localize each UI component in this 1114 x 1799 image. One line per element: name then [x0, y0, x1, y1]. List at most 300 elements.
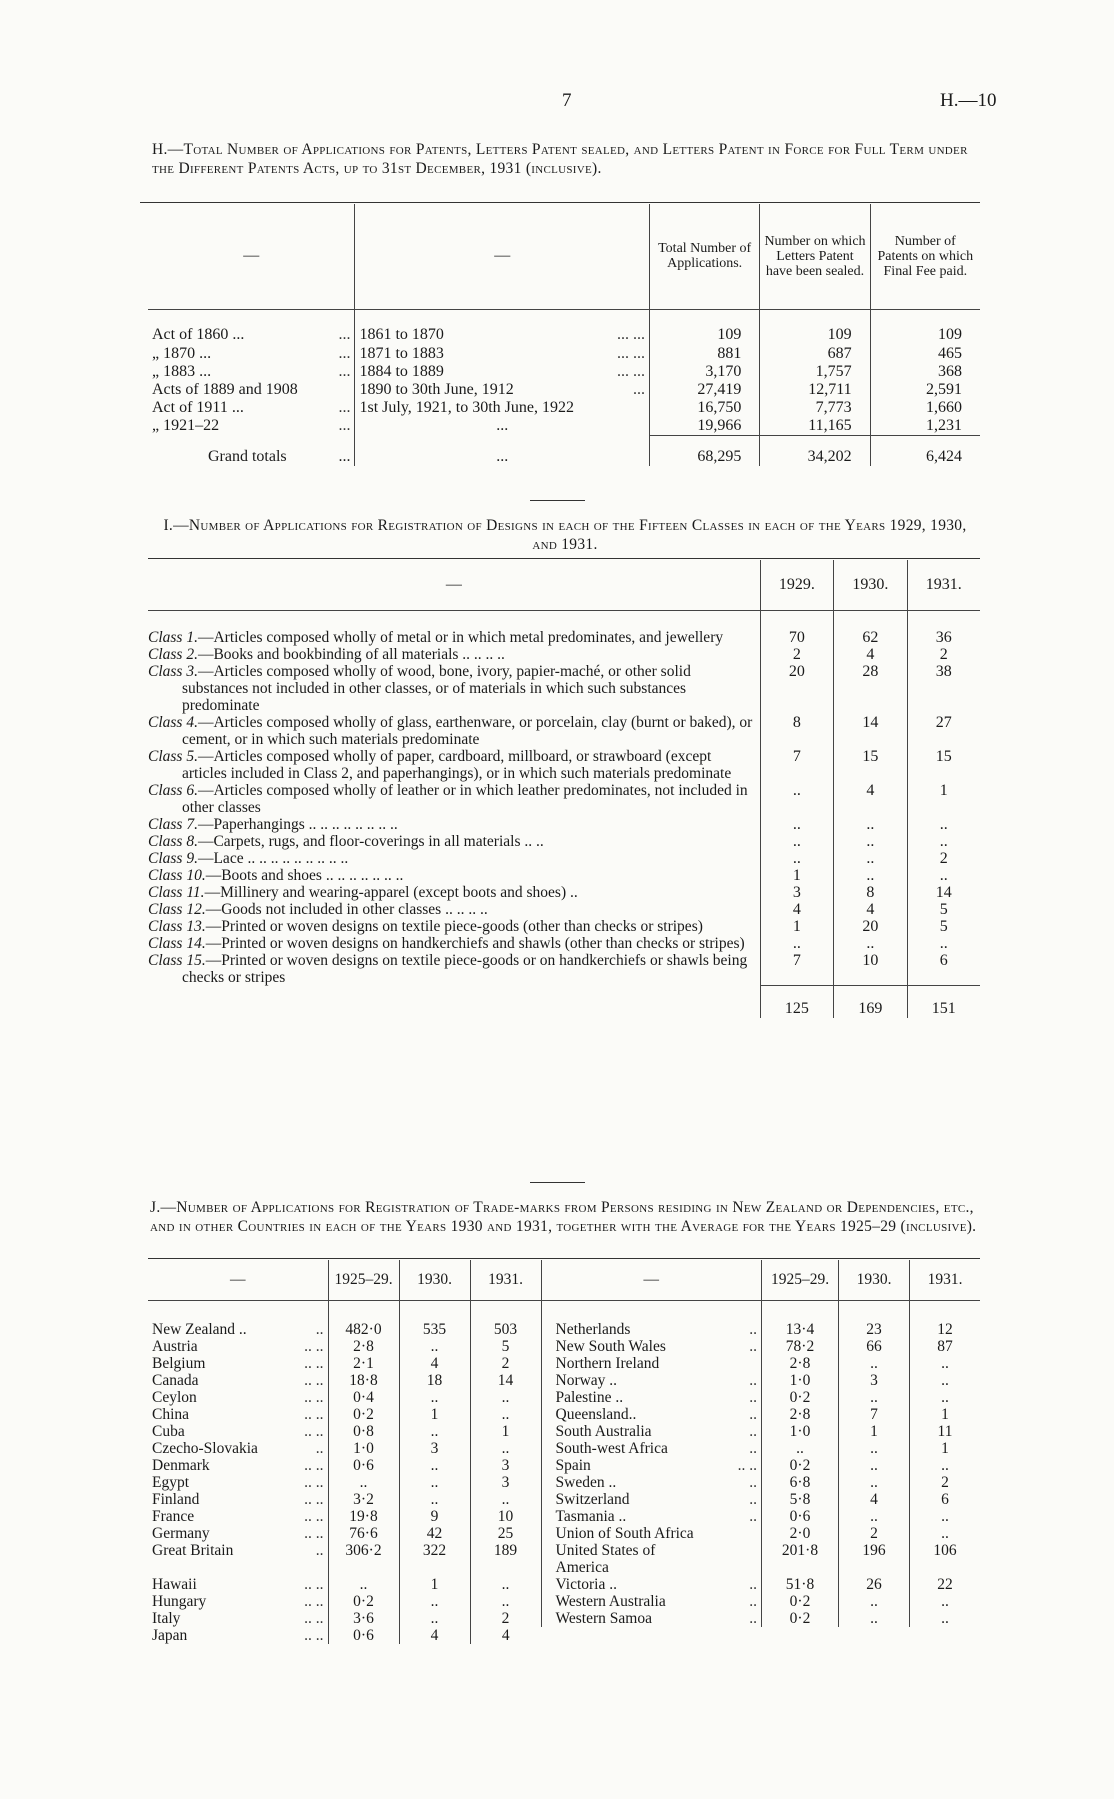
period-cell — [355, 381, 650, 399]
section-divider — [530, 500, 585, 501]
year-y1-cell: .. — [760, 816, 833, 833]
leader-dots: .. .. — [304, 1592, 324, 1610]
class-description: —Articles composed wholly of leather or in which leather predominates, not included in other classes — [182, 781, 748, 816]
country-name-cell: Spain — [541, 1457, 710, 1474]
y1930-cell: 2 — [839, 1525, 910, 1542]
fee-cell: 368 — [870, 363, 980, 381]
leader-dots: ... ... — [617, 345, 646, 362]
leader-dots: .. .. — [304, 1490, 324, 1508]
table-row — [148, 610, 980, 646]
year-y2-cell: 8 — [834, 884, 907, 901]
avg-cell: 306·2 — [328, 1542, 399, 1576]
class-description: —Articles composed wholly of paper, cardboard, millboard, or strawboard (except articles included in Class 2, and paperhangings), or in which such materials predominate — [182, 747, 732, 782]
y1931-cell: 3 — [470, 1457, 541, 1474]
class-description-cell — [148, 918, 760, 935]
period-label: 1890 to 30th June, 1912 — [359, 381, 514, 398]
year-y2-cell: 20 — [834, 918, 907, 935]
y1930-cell: 3 — [839, 1372, 910, 1389]
act-label: Act of 1860 ... — [152, 325, 245, 343]
avg-cell: 0·2 — [328, 1406, 399, 1423]
table-row — [148, 1610, 980, 1627]
avg-cell: 0·2 — [328, 1593, 399, 1610]
table-row — [148, 363, 980, 381]
year-y2-cell: 62 — [834, 610, 907, 646]
class-label: Class 6. — [148, 781, 198, 799]
leader-dots: .. .. — [737, 1456, 757, 1474]
y1930-cell: .. — [399, 1338, 470, 1355]
year-y1-cell: 7 — [760, 748, 833, 782]
year-y2-cell: 4 — [834, 646, 907, 663]
class-description: —Millinery and wearing-apparel (except boots and shoes) .. — [204, 883, 578, 901]
leader-dots: .. .. — [304, 1337, 324, 1355]
country-name-cell: Netherlands — [541, 1300, 710, 1338]
leader-dots: .. — [315, 1541, 324, 1559]
y1931-cell: .. — [470, 1593, 541, 1610]
leader-dots: .. .. — [304, 1609, 324, 1627]
col-header-class: — — [445, 575, 462, 593]
act-label: „ 1870 ... — [152, 345, 212, 362]
year-y2-cell: .. — [834, 850, 907, 867]
class-description-cell — [148, 867, 760, 884]
y1930-cell: 9 — [399, 1508, 470, 1525]
country-name-cell: Hawaii — [152, 1575, 197, 1593]
y1930-cell: 7 — [839, 1406, 910, 1423]
total-cell: 3,170 — [650, 363, 760, 381]
leader-dots: ... ... — [617, 363, 646, 380]
y1931-cell: 22 — [910, 1576, 981, 1593]
country-name-cell: South Australia — [541, 1423, 710, 1440]
period-label: 1884 to 1889 — [359, 363, 444, 380]
avg-cell: 2·8 — [762, 1406, 839, 1423]
y1930-cell: 4 — [399, 1627, 470, 1644]
y1931-cell: .. — [910, 1508, 981, 1525]
avg-cell: 201·8 — [762, 1542, 839, 1576]
y1930-cell: 1 — [399, 1576, 470, 1593]
page-number: 7 — [562, 90, 572, 111]
period-label: 1861 to 1870 — [359, 325, 444, 343]
total-cell: 19,966 — [650, 417, 760, 436]
totals-label-cell — [148, 986, 760, 1019]
col-header-1931-right: 1931. — [910, 1260, 981, 1300]
y1931-cell: 25 — [470, 1525, 541, 1542]
designs-table — [148, 560, 980, 1018]
country-name-cell: Italy — [152, 1609, 181, 1627]
y1931-cell: 12 — [910, 1300, 981, 1338]
y1930-cell: 66 — [839, 1338, 910, 1355]
year-y3-cell: 38 — [907, 663, 980, 714]
year-y2-cell: .. — [834, 867, 907, 884]
avg-cell: 2·8 — [328, 1338, 399, 1355]
period-label: ... — [496, 417, 509, 434]
country-name-cell: Western Samoa — [541, 1610, 710, 1627]
y1930-cell: 23 — [839, 1300, 910, 1338]
year-y1-cell: 3 — [760, 884, 833, 901]
table-row — [148, 1406, 980, 1423]
leader-dots: ... — [338, 363, 351, 380]
col-header-total: Total Number of Applications. — [650, 204, 760, 309]
table-row — [148, 952, 980, 986]
act-label: „ 1921–22 — [152, 417, 220, 434]
y1931-cell: 10 — [470, 1508, 541, 1525]
class-label: Class 10. — [148, 866, 206, 884]
class-description: —Goods not included in other classes .. .. .. .. — [205, 900, 488, 918]
class-label: Class 15. — [148, 951, 206, 969]
patents-table — [148, 204, 980, 466]
year-y3-cell: .. — [907, 867, 980, 884]
year-y3-cell: .. — [907, 935, 980, 952]
grand-totals-label: Grand totals — [208, 447, 287, 465]
year-y2-cell: 28 — [834, 663, 907, 714]
leader-dots: .. — [749, 1405, 757, 1423]
class-description-cell — [148, 935, 760, 952]
country-name-cell: New South Wales — [541, 1338, 710, 1355]
class-label: Class 8. — [148, 832, 198, 850]
y1930-cell: .. — [399, 1474, 470, 1491]
class-description-cell — [148, 646, 760, 663]
y1930-cell: .. — [839, 1440, 910, 1457]
year-y3-cell: 2 — [907, 850, 980, 867]
table-row — [148, 816, 980, 833]
year-y1-cell: 20 — [760, 663, 833, 714]
year-y3-cell: 27 — [907, 714, 980, 748]
avg-cell: 2·8 — [762, 1355, 839, 1372]
country-name-cell: Finland — [152, 1490, 200, 1508]
y1931-cell: 6 — [910, 1491, 981, 1508]
col-header-country-right: — — [541, 1260, 762, 1300]
leader-dots: .. .. — [304, 1371, 324, 1389]
table-row — [148, 782, 980, 816]
col-header-country-left: — — [230, 1270, 246, 1288]
country-name-cell: Cuba — [152, 1422, 185, 1440]
leader-dots: .. — [749, 1592, 757, 1610]
y1930-cell: .. — [399, 1457, 470, 1474]
y1930-cell: 42 — [399, 1525, 470, 1542]
y1931-cell: 2 — [470, 1610, 541, 1627]
avg-cell: 51·8 — [762, 1576, 839, 1593]
col-header-final-fee: Number of Patents on which Final Fee paid. — [870, 204, 980, 309]
sealed-cell: 1,757 — [760, 363, 870, 381]
table-row — [148, 1508, 980, 1525]
class-description: —Paperhangings .. .. .. .. .. .. .. .. — [197, 815, 398, 833]
class-description: —Lace .. .. .. .. .. .. .. .. .. — [197, 849, 349, 867]
col-header-1931-left: 1931. — [470, 1260, 541, 1300]
avg-cell: 13·4 — [762, 1300, 839, 1338]
fee-cell: 1,231 — [870, 417, 980, 436]
class-description-cell — [148, 850, 760, 867]
y1930-cell: .. — [399, 1423, 470, 1440]
leader-dots — [710, 1525, 762, 1542]
leader-dots: .. — [315, 1320, 324, 1338]
col-header-1929: 1929. — [760, 560, 833, 610]
act-cell — [148, 399, 355, 417]
period-cell — [355, 345, 650, 363]
sealed-cell: 109 — [760, 309, 870, 345]
leader-dots: .. .. — [304, 1405, 324, 1423]
leader-dots: .. .. — [304, 1524, 324, 1542]
y1930-cell: 4 — [399, 1355, 470, 1372]
act-cell — [148, 417, 355, 436]
table-row — [148, 1474, 980, 1491]
class-description: —Books and bookbinding of all materials .. .. .. .. — [197, 645, 505, 663]
class-description-cell — [148, 884, 760, 901]
y1930-cell: .. — [399, 1610, 470, 1627]
totals-row — [148, 986, 980, 1019]
sealed-cell: 687 — [760, 345, 870, 363]
class-label: Class 5. — [148, 747, 198, 765]
country-name-cell: Japan — [152, 1626, 188, 1644]
avg-cell: .. — [328, 1474, 399, 1491]
y1931-cell: 11 — [910, 1423, 981, 1440]
class-label: Class 1. — [148, 628, 198, 646]
leader-dots: ... — [338, 417, 351, 434]
table-row — [148, 1300, 980, 1338]
class-description-cell — [148, 833, 760, 850]
y1931-cell: .. — [910, 1457, 981, 1474]
col-header-avg-right: 1925–29. — [762, 1260, 839, 1300]
table-row — [148, 1593, 980, 1610]
leader-dots: .. — [749, 1371, 757, 1389]
leader-dots: .. — [749, 1337, 757, 1355]
col-header-avg-left: 1925–29. — [328, 1260, 399, 1300]
avg-cell: 0·8 — [328, 1423, 399, 1440]
class-label: Class 2. — [148, 645, 198, 663]
table-row — [148, 309, 980, 345]
y1931-cell: .. — [470, 1491, 541, 1508]
leader-dots: ... — [338, 325, 351, 343]
country-name-cell: Hungary — [152, 1592, 207, 1610]
year-y3-cell: 36 — [907, 610, 980, 646]
class-label: Class 7. — [148, 815, 198, 833]
table-row — [148, 1525, 980, 1542]
year-y1-cell: .. — [760, 782, 833, 816]
leader-dots: .. — [749, 1609, 757, 1627]
grand-totals-row — [148, 436, 980, 467]
class-label: Class 12. — [148, 900, 206, 918]
y1930-cell: .. — [839, 1355, 910, 1372]
class-description: —Carpets, rugs, and floor-coverings in all materials .. .. — [197, 832, 544, 850]
table-row — [148, 1338, 980, 1355]
y1931-cell: 87 — [910, 1338, 981, 1355]
y1931-cell: .. — [470, 1406, 541, 1423]
year-y1-cell: .. — [760, 833, 833, 850]
grand-fee-cell: 6,424 — [870, 436, 980, 467]
year-y3-cell: 6 — [907, 952, 980, 986]
table-row — [148, 884, 980, 901]
y1931-cell: 106 — [910, 1542, 981, 1576]
leader-dots: ... — [338, 345, 351, 362]
y1930-cell: 26 — [839, 1576, 910, 1593]
country-name-cell: France — [152, 1507, 195, 1525]
country-name-cell: Denmark — [152, 1456, 210, 1474]
class-label: Class 14. — [148, 934, 206, 952]
year-y3-cell: 5 — [907, 918, 980, 935]
y1931-cell: .. — [910, 1525, 981, 1542]
class-description-cell — [148, 952, 760, 986]
table-row — [148, 1542, 980, 1576]
section-j-title: J.—Number of Applications for Registration of Trade-marks from Persons residing in New Zealand or Dependencies, etc., and in other Countries in each of the Years 1930 and 1931, together with the Average for the Years 1925–29 (inclusive). — [150, 1199, 977, 1235]
y1931-cell: 1 — [470, 1423, 541, 1440]
avg-cell: 2·1 — [328, 1355, 399, 1372]
class-description: —Printed or woven designs on handkerchiefs and shawls (other than checks or stripes) — [205, 934, 745, 952]
avg-cell: 19·8 — [328, 1508, 399, 1525]
avg-cell: 0·2 — [762, 1389, 839, 1406]
country-name-cell: Egypt — [152, 1473, 190, 1491]
y1930-cell: .. — [839, 1457, 910, 1474]
country-name-cell: Ceylon — [152, 1388, 197, 1406]
table-row — [148, 935, 980, 952]
fee-cell: 465 — [870, 345, 980, 363]
section-i-title: I.—Number of Applications for Registration of Designs in each of the Fifteen Classes in each of the Years 1929, 1930, and 1931. — [163, 517, 967, 553]
y1930-cell: 3 — [399, 1440, 470, 1457]
year-y3-cell: 2 — [907, 646, 980, 663]
avg-cell: 18·8 — [328, 1372, 399, 1389]
act-label: „ 1883 ... — [152, 363, 212, 380]
class-description-cell — [148, 714, 760, 748]
class-description: —Articles composed wholly of glass, earthenware, or porcelain, clay (burnt or baked), or cement, or in which such materials predominate — [182, 713, 753, 748]
class-label: Class 3. — [148, 662, 198, 680]
y1931-cell: 2 — [470, 1355, 541, 1372]
class-description: —Boots and shoes .. .. .. .. .. .. .. — [205, 866, 404, 884]
avg-cell: .. — [762, 1440, 839, 1457]
y1931-cell: 1 — [910, 1440, 981, 1457]
avg-cell: 0·6 — [328, 1457, 399, 1474]
table-row — [148, 1440, 980, 1457]
period-cell: ... — [355, 436, 650, 467]
table-row — [148, 399, 980, 417]
year-y2-cell: .. — [834, 935, 907, 952]
period-cell — [355, 399, 650, 417]
class-description: —Articles composed wholly of metal or in which metal predominates, and jewellery — [197, 628, 724, 646]
y1930-cell: 535 — [399, 1300, 470, 1338]
year-y1-cell: 1 — [760, 918, 833, 935]
y1930-cell: .. — [839, 1593, 910, 1610]
leader-dots: .. .. — [304, 1388, 324, 1406]
table-row — [148, 918, 980, 935]
col-header-1931: 1931. — [907, 560, 980, 610]
year-y1-cell: 1 — [760, 867, 833, 884]
year-y1-cell: 8 — [760, 714, 833, 748]
leader-dots: .. .. — [304, 1575, 324, 1593]
year-y2-cell: 4 — [834, 901, 907, 918]
total-cell: 109 — [650, 309, 760, 345]
y1930-cell: .. — [839, 1508, 910, 1525]
country-name-cell: China — [152, 1405, 190, 1423]
period-cell — [355, 417, 650, 436]
country-name-cell: Western Australia — [541, 1593, 710, 1610]
table-row — [148, 663, 980, 714]
country-name-cell: Palestine .. — [541, 1389, 710, 1406]
avg-cell: 0·4 — [328, 1389, 399, 1406]
act-label: Acts of 1889 and 1908 — [152, 381, 298, 398]
table-row — [148, 833, 980, 850]
year-y1-cell: .. — [760, 935, 833, 952]
y1930-cell: .. — [399, 1593, 470, 1610]
col-header-period: — — [355, 204, 650, 309]
table-row — [148, 381, 980, 399]
country-name-cell: Austria — [152, 1337, 198, 1355]
grand-total-cell: 68,295 — [650, 436, 760, 467]
leader-dots: .. — [749, 1439, 757, 1457]
country-name-cell: Norway .. — [541, 1372, 710, 1389]
leader-dots: .. — [315, 1439, 324, 1457]
y1931-cell: .. — [470, 1440, 541, 1457]
y1931-cell: .. — [910, 1610, 981, 1627]
section-j-top-rule — [148, 1258, 980, 1259]
period-cell — [355, 309, 650, 345]
y1930-cell: .. — [839, 1610, 910, 1627]
avg-cell: 482·0 — [328, 1300, 399, 1338]
sealed-cell: 12,711 — [760, 381, 870, 399]
section-h-title: H.—Total Number of Applications for Patents, Letters Patent sealed, and Letters Patent in Force for Full Term under the Different Patents Acts, up to 31st December, 1931 (inclusive). — [152, 141, 968, 177]
year-y3-cell: .. — [907, 816, 980, 833]
grand-totals-label-cell — [148, 436, 355, 467]
class-label: Class 4. — [148, 713, 198, 731]
y1930-cell: 1 — [399, 1406, 470, 1423]
leader-dots: ... — [338, 399, 351, 416]
table-row — [148, 1355, 980, 1372]
y1930-cell: .. — [839, 1389, 910, 1406]
class-description-cell — [148, 816, 760, 833]
country-name-cell: Northern Ireland — [541, 1355, 710, 1372]
y1930-cell: 196 — [839, 1542, 910, 1576]
avg-cell: 1·0 — [762, 1423, 839, 1440]
class-description: —Printed or woven designs on textile piece-goods or on handkerchiefs or shawls being checks or stripes — [182, 951, 748, 986]
year-y3-cell: 1 — [907, 782, 980, 816]
table-row — [148, 1457, 980, 1474]
total-y3-cell: 151 — [907, 986, 980, 1019]
y1931-cell: 3 — [470, 1474, 541, 1491]
section-i-top-rule — [148, 558, 980, 559]
year-y3-cell: 15 — [907, 748, 980, 782]
section-divider — [530, 1182, 585, 1183]
col-header-act: — — [243, 247, 260, 265]
leader-dots: .. .. — [304, 1626, 324, 1644]
y1930-cell: 18 — [399, 1372, 470, 1389]
year-y2-cell: 14 — [834, 714, 907, 748]
total-cell: 27,419 — [650, 381, 760, 399]
doc-reference: H.—10 — [940, 90, 997, 111]
year-y2-cell: .. — [834, 816, 907, 833]
year-y2-cell: 15 — [834, 748, 907, 782]
avg-cell: 5·8 — [762, 1491, 839, 1508]
y1931-cell: .. — [910, 1372, 981, 1389]
leader-dots: .. .. — [304, 1456, 324, 1474]
country-name-cell: Czecho-Slovakia — [152, 1439, 258, 1457]
leader-dots: .. — [749, 1422, 757, 1440]
country-name-cell: Tasmania .. — [541, 1508, 710, 1525]
fee-cell: 109 — [870, 309, 980, 345]
country-name-cell: Queensland.. — [541, 1406, 710, 1423]
class-description-cell — [148, 748, 760, 782]
avg-cell: 2·0 — [762, 1525, 839, 1542]
country-name-cell: South-west Africa — [541, 1440, 710, 1457]
year-y3-cell: .. — [907, 833, 980, 850]
table-row — [148, 345, 980, 363]
class-description: —Printed or woven designs on textile piece-goods (other than checks or stripes) — [205, 917, 703, 935]
period-label: 1871 to 1883 — [359, 345, 444, 362]
leader-dots: .. — [749, 1320, 757, 1338]
y1931-cell: .. — [910, 1355, 981, 1372]
avg-cell: 1·0 — [762, 1372, 839, 1389]
sealed-cell: 11,165 — [760, 417, 870, 436]
leader-dots — [710, 1542, 762, 1576]
table-row — [148, 417, 980, 436]
avg-cell: 0·2 — [762, 1593, 839, 1610]
total-y1-cell: 125 — [760, 986, 833, 1019]
table-row — [148, 1627, 980, 1644]
class-label: Class 9. — [148, 849, 198, 867]
avg-cell: .. — [328, 1576, 399, 1593]
